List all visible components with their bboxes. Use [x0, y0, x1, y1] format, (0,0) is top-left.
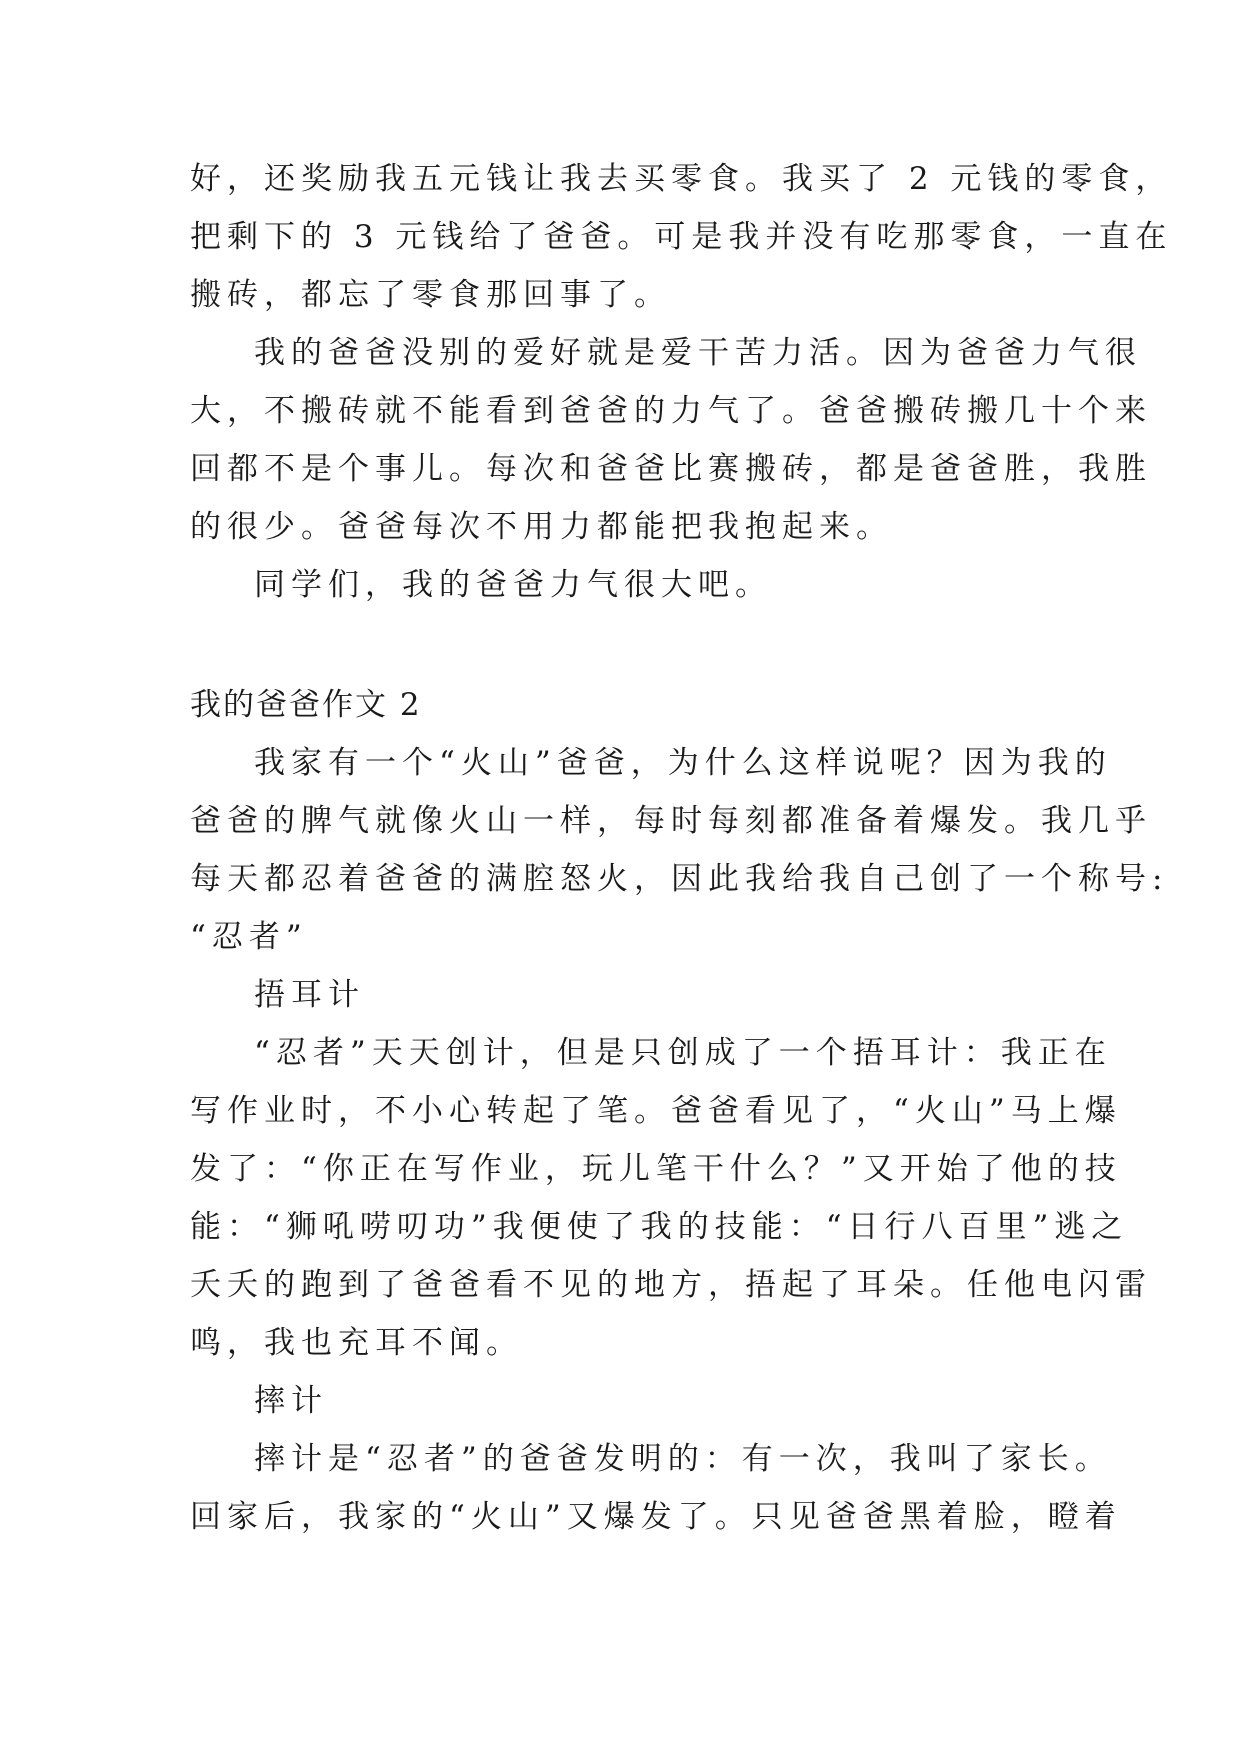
essay-title: 我的爸爸作文 2	[190, 687, 422, 723]
text-line: 好，还奖励我五元钱让我去买零食。我买了 2 元钱的零食，	[190, 161, 1173, 197]
section-heading: 摔计	[254, 1383, 328, 1419]
text-line: 大，不搬砖就不能看到爸爸的力气了。爸爸搬砖搬几十个来	[190, 393, 1152, 429]
text-line: 夭夭的跑到了爸爸看不见的地方，捂起了耳朵。任他电闪雷	[190, 1267, 1152, 1303]
text-line: 爸爸的脾气就像火山一样，每时每刻都准备着爆发。我几乎	[190, 803, 1152, 839]
text-line: 写作业时，不小心转起了笔。爸爸看见了，“火山”马上爆	[190, 1093, 1122, 1129]
text-line: “忍者”天天创计，但是只创成了一个捂耳计：我正在	[254, 1035, 1112, 1071]
paragraph	[190, 150, 1173, 324]
text-line: 同学们，我的爸爸力气很大吧。	[254, 567, 772, 603]
paragraph	[190, 556, 1060, 614]
text-line: 能：“狮吼唠叨功”我便使了我的技能：“日行八百里”逃之	[190, 1209, 1129, 1245]
text-line: 把剩下的 3 元钱给了爸爸。可是我并没有吃那零食，一直在	[190, 219, 1173, 255]
paragraph	[190, 324, 1152, 556]
text-line: 每天都忍着爸爸的满腔怒火，因此我给我自己创了一个称号:	[190, 861, 1169, 897]
text-line: “忍者”	[190, 919, 308, 955]
text-line: 搬砖，都忘了零食那回事了。	[190, 277, 671, 313]
paragraph	[190, 1430, 1122, 1546]
paragraph	[190, 1024, 1152, 1372]
section-gap	[190, 614, 1060, 676]
paragraph	[190, 734, 1169, 966]
text-line: 鸣，我也充耳不闻。	[190, 1325, 523, 1361]
document-page	[190, 150, 1173, 1546]
text-line: 我家有一个“火山”爸爸，为什么这样说呢？因为我的	[254, 745, 1112, 781]
text-line: 回家后，我家的“火山”又爆发了。只见爸爸黑着脸，瞪着	[190, 1499, 1122, 1535]
text-line: 发了：“你正在写作业，玩儿笔干什么？”又开始了他的技	[190, 1151, 1122, 1187]
text-line: 摔计是“忍者”的爸爸发明的：有一次，我叫了家长。	[254, 1441, 1112, 1477]
text-line: 的很少。爸爸每次不用力都能把我抱起来。	[190, 509, 893, 545]
text-line: 回都不是个事儿。每次和爸爸比赛搬砖，都是爸爸胜，我胜	[190, 451, 1152, 487]
text-line: 我的爸爸没别的爱好就是爱干苦力活。因为爸爸力气很	[254, 335, 1142, 371]
section-heading: 捂耳计	[254, 977, 365, 1013]
